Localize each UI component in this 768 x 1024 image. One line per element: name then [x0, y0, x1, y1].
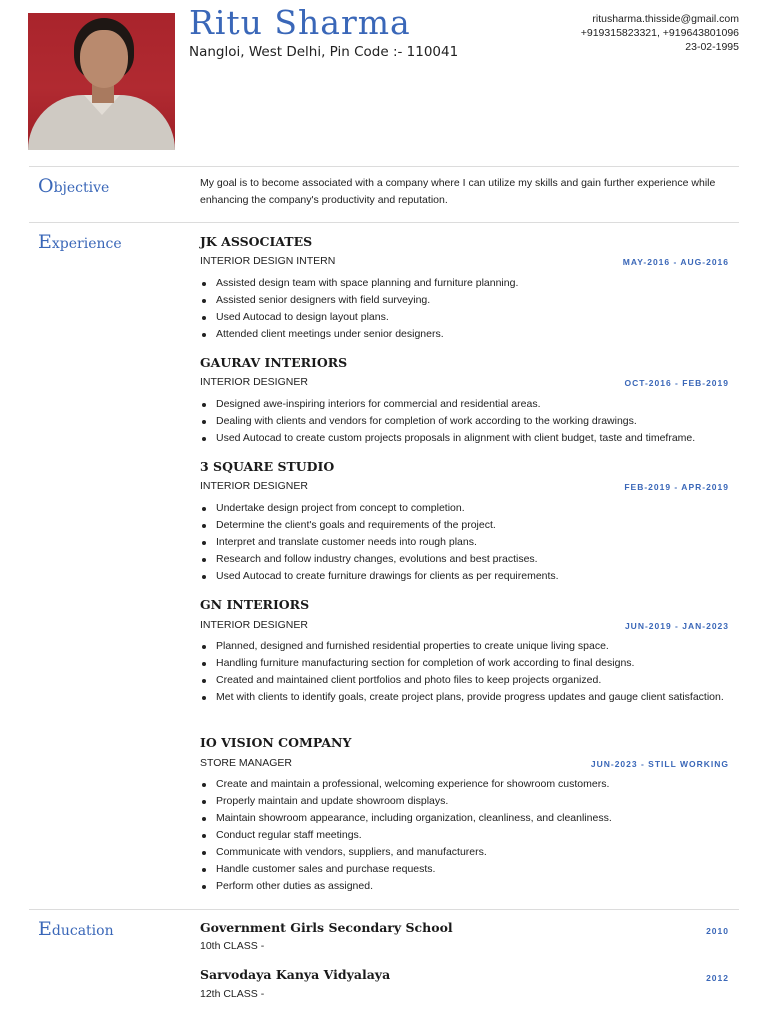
list-item: Create and maintain a professional, welcoming experience for showroom customers.	[200, 776, 740, 793]
candidate-address: Nangloi, West Delhi, Pin Code :- 110041	[189, 44, 459, 60]
list-item: Perform other duties as assigned.	[200, 878, 740, 895]
school-class: 10th CLASS -	[200, 940, 265, 952]
candidate-name: Ritu Sharma	[189, 3, 411, 42]
list-item: Planned, designed and furnished residential properties to create unique living space.	[200, 638, 740, 655]
job-role: INTERIOR DESIGNER	[200, 376, 308, 388]
job-dates: OCT-2016 - FEB-2019	[624, 378, 729, 388]
list-item: Met with clients to identify goals, create project plans, provide progress updates and gauge client satisfaction.	[200, 689, 740, 706]
list-item: Used Autocad to create furniture drawings for clients as per requirements.	[200, 568, 740, 585]
job-role: INTERIOR DESIGNER	[200, 619, 308, 631]
job-company: JK ASSOCIATES	[200, 234, 313, 249]
profile-photo	[28, 13, 175, 150]
list-item: Designed awe-inspiring interiors for commercial and residential areas.	[200, 396, 740, 413]
list-item: Undertake design project from concept to completion.	[200, 500, 740, 517]
list-item: Dealing with clients and vendors for completion of work according to the working drawings.	[200, 413, 740, 430]
section-title-objective: Objective	[38, 175, 110, 197]
job-role: INTERIOR DESIGNER	[200, 480, 308, 492]
list-item: Assisted design team with space planning and furniture planning.	[200, 275, 740, 292]
job-dates: JUN-2019 - JAN-2023	[624, 621, 729, 631]
job-bullets	[200, 638, 740, 706]
job-company: GAURAV INTERIORS	[200, 355, 348, 370]
dob-text: 23-02-1995	[685, 41, 739, 53]
job-dates: FEB-2019 - APR-2019	[624, 482, 729, 492]
divider	[29, 222, 739, 223]
section-title-education: Education	[38, 918, 114, 940]
job-company: GN INTERIORS	[200, 597, 310, 612]
school-year: 2012	[706, 973, 729, 983]
contact-block	[581, 12, 739, 54]
job-bullets	[200, 396, 740, 447]
email-text[interactable]: ritusharma.thisside@gmail.com	[592, 13, 739, 25]
job-bullets	[200, 500, 740, 585]
section-title-experience: Experience	[38, 231, 122, 253]
school-name: Sarvodaya Kanya Vidyalaya	[200, 967, 391, 982]
list-item: Handle customer sales and purchase requests.	[200, 861, 740, 878]
job-role: STORE MANAGER	[200, 757, 292, 769]
job-dates: JUN-2023 - STILL WORKING	[590, 759, 729, 769]
list-item: Interpret and translate customer needs into rough plans.	[200, 534, 740, 551]
list-item: Assisted senior designers with field surveying.	[200, 292, 740, 309]
job-bullets	[200, 776, 740, 895]
school-year: 2010	[706, 926, 729, 936]
job-company: 3 SQUARE STUDIO	[200, 459, 335, 474]
divider	[29, 909, 739, 910]
objective-text: My goal is to become associated with a company where I can utilize my skills and gain further experience while enhancing the company's productivity and reputation.	[200, 177, 716, 206]
list-item: Created and maintained client portfolios and photo files to keep projects organized.	[200, 672, 740, 689]
list-item: Attended client meetings under senior designers.	[200, 326, 740, 343]
list-item: Maintain showroom appearance, including organization, cleanliness, and cleanliness.	[200, 810, 740, 827]
divider	[29, 166, 739, 167]
list-item: Used Autocad to design layout plans.	[200, 309, 740, 326]
list-item: Communicate with vendors, suppliers, and manufacturers.	[200, 844, 740, 861]
school-name: Government Girls Secondary School	[200, 920, 453, 935]
school-class: 12th CLASS -	[200, 988, 265, 1000]
list-item: Conduct regular staff meetings.	[200, 827, 740, 844]
list-item: Research and follow industry changes, evolutions and best practises.	[200, 551, 740, 568]
phone-text: +919315823321, +919643801096	[580, 27, 739, 39]
list-item: Determine the client's goals and requirements of the project.	[200, 517, 740, 534]
job-dates: MAY-2016 - AUG-2016	[622, 257, 729, 267]
list-item: Handling furniture manufacturing section for completion of work according to final designs.	[200, 655, 740, 672]
job-role: INTERIOR DESIGN INTERN	[200, 255, 336, 267]
job-company: IO VISION COMPANY	[200, 735, 352, 750]
job-bullets	[200, 275, 740, 343]
list-item: Properly maintain and update showroom displays.	[200, 793, 740, 810]
list-item: Used Autocad to create custom projects proposals in alignment with client budget, taste and timeframe.	[200, 430, 740, 447]
